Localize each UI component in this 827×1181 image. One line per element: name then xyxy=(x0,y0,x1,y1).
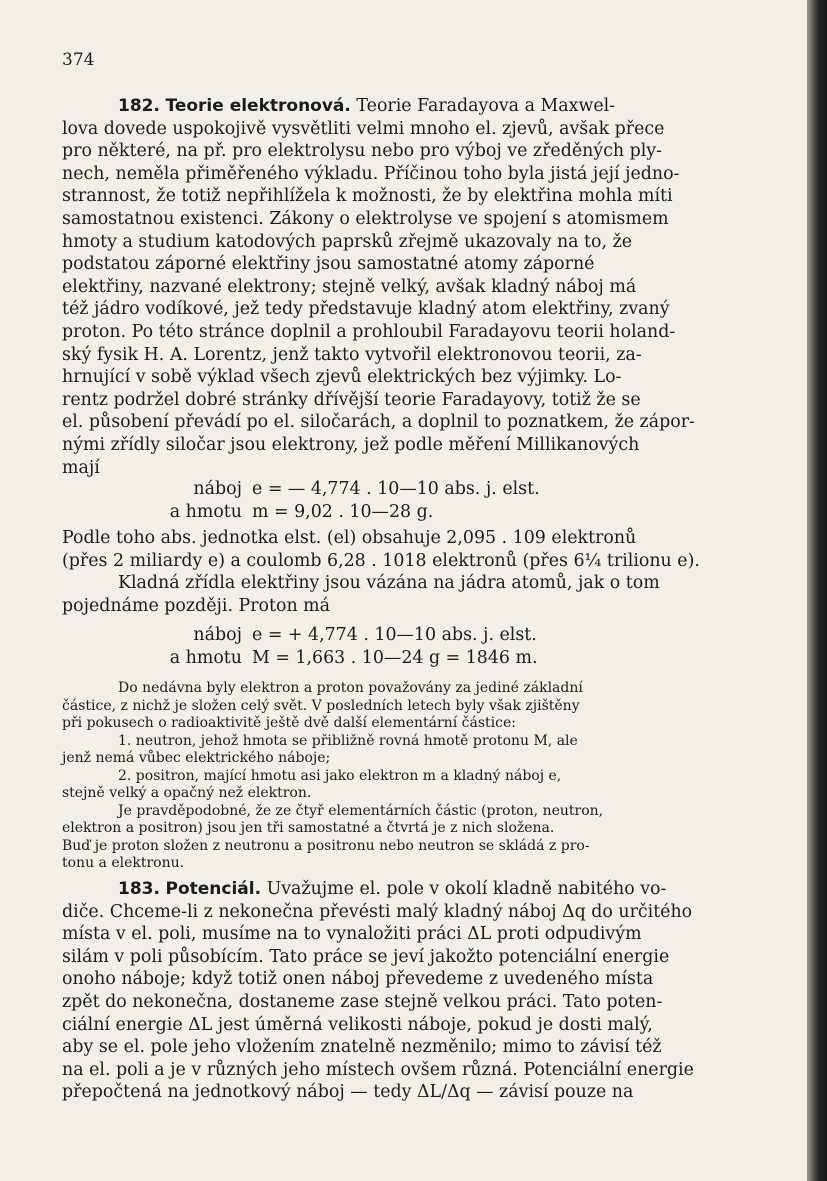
note-line: částice, z nichž je složen celý svět. V posledních letech byly však zjištěny xyxy=(62,697,580,714)
section-182 xyxy=(62,95,716,479)
formula-value: e = + 4,774 . 10—10 abs. j. elst. xyxy=(252,625,537,645)
text-line: Uvažujme el. pole v okolí kladně nabitého vo- xyxy=(266,879,667,899)
text-line: nech, neměla přiměřeného výkladu. Příčinou toho byla jistá její jedno- xyxy=(62,163,680,184)
text-line: elektřiny, nazvané elektrony; stejně velký, avšak kladný náboj má xyxy=(62,276,637,297)
text-line: ský fysik H. A. Lorentz, jenž takto vytvořil elektronovou teorii, za- xyxy=(62,344,642,365)
formula-proton xyxy=(148,624,538,669)
page-number: 374 xyxy=(62,50,95,70)
note-line: elektron a positron) jsou jen tři samostatné a čtvrtá je z nich složena. xyxy=(62,820,555,836)
note-line: 2. positron, mající hmotu asi jako elektron m a kladný náboj e, xyxy=(118,767,562,784)
note-line: Do nedávna byly elektron a proton považovány za jediné základní xyxy=(118,680,583,696)
text-line: silám v poli působícím. Tato práce se jeví jakožto potenciální energie xyxy=(62,946,670,967)
section-182-number: 182. xyxy=(118,96,160,116)
scan-page-edge xyxy=(807,0,827,1181)
text-line: též jádro vodíkové, jež tedy představuje kladný atom elektřiny, zvaný xyxy=(62,299,670,320)
note-line: Je pravděpodobné, že ze čtyř elementárních částic (proton, neutron, xyxy=(118,802,604,819)
formula-label: náboj xyxy=(193,625,242,645)
text-line: (přes 2 miliardy e) a coulomb 6,28 . 1018 elektronů (přes 6¼ trilionu e). xyxy=(62,550,700,571)
formula-label: a hmotu xyxy=(169,501,242,522)
text-line: aby se el. pole jeho vložením znatelně nezměnilo; mimo to závisí též xyxy=(62,1037,662,1058)
text-line: pro některé, na př. pro elektrolysu nebo pro výboj ve zředěných ply- xyxy=(62,141,663,162)
note-line: při pokusech o radioaktivitě ještě dvě další elementární částice: xyxy=(62,715,516,731)
formula-electron xyxy=(148,478,540,523)
text-line: Teorie Faradayova a Maxwel- xyxy=(356,96,616,116)
text-line: hrnující v sobě výklad všech zjevů elektrických bez výjimky. Lo- xyxy=(62,367,622,388)
formula-value: e = — 4,774 . 10—10 abs. j. elst. xyxy=(252,479,540,499)
section-183-title: Potenciál. xyxy=(165,879,262,899)
note-line: 1. neutron, jehož hmota se přibližně rovná hmotě protonu M, ale xyxy=(118,732,578,749)
text-line: přepočtená na jednotkový náboj — tedy ΔL/Δq — závisí pouze na xyxy=(62,1082,634,1103)
text-line: mají xyxy=(62,457,100,478)
text-line: hmoty a studium katodových paprsků zřejmě ukazovaly na to, že xyxy=(62,231,633,252)
section-182-title: Teorie elektronová. xyxy=(165,96,351,116)
note-line: jenž nemá vůbec elektrického náboje; xyxy=(62,750,331,766)
section-183-line-1 xyxy=(62,878,716,901)
note-line: tonu a elektronu. xyxy=(62,855,185,871)
section-182-continued xyxy=(62,527,716,617)
text-line: lova dovede uspokojivě vysvětliti velmi mnoho el. zjevů, avšak přece xyxy=(62,118,665,139)
text-line: zpět do nekonečna, dostaneme zase stejně velkou práci. Tato poten- xyxy=(62,991,663,1012)
section-183-number: 183. xyxy=(118,879,160,899)
small-print-note xyxy=(62,680,716,873)
text-line: rentz podržel dobré stránky dřívější teorie Faradayovy, totiž že se xyxy=(62,389,641,410)
section-183 xyxy=(62,878,716,1104)
formula-label: a hmotu xyxy=(169,647,242,668)
text-line: proton. Po této stránce doplnil a prohloubil Faradayovu teorii holand- xyxy=(62,321,676,342)
text-line: el. působení převádí po el. siločarách, a doplnil to poznatkem, že zápor- xyxy=(62,412,695,433)
text-line: Podle toho abs. jednotka elst. (el) obsahuje 2,095 . 109 elektronů xyxy=(62,528,637,548)
text-line: místa v el. poli, musíme na to vynaložiti práci ΔL proti odpudivým xyxy=(62,924,642,945)
text-line: Kladná zřídla elektřiny jsou vázána na jádra atomů, jak o tom xyxy=(118,573,660,594)
section-182-line-1 xyxy=(62,95,716,118)
text-line: na el. poli a je v různých jeho místech ovšem různá. Potenciální energie xyxy=(62,1059,694,1080)
note-line: stejně velký a opačný než elektron. xyxy=(62,785,312,801)
formula-value: m = 9,02 . 10—28 g. xyxy=(252,501,434,522)
text-line: strannost, že totiž nepřihlížela k možnosti, že by elektřina mohla míti xyxy=(62,186,673,207)
note-line: Buď je proton složen z neutronu a positronu nebo neutron se skládá z pro- xyxy=(62,837,590,854)
text-line: podstatou záporné elektřiny jsou samostatné atomy záporné xyxy=(62,254,595,275)
text-line: onoho náboje; když totiž onen náboj převedeme z uvedeného místa xyxy=(62,969,654,990)
text-line: diče. Chceme-li z nekonečna převésti malý kladný náboj Δq do určitého xyxy=(62,901,693,922)
formula-label: náboj xyxy=(193,479,242,499)
text-line: samostatnou existenci. Zákony o elektrolyse ve spojení s atomismem xyxy=(62,208,669,229)
text-line: ciální energie ΔL jest úměrná velikosti náboje, pokud je dosti malý, xyxy=(62,1014,653,1035)
formula-value: M = 1,663 . 10—24 g = 1846 m. xyxy=(252,647,538,668)
text-line: pojednáme později. Proton má xyxy=(62,595,331,616)
text-line: nými zřídly siločar jsou elektrony, jež podle měření Millikanových xyxy=(62,434,640,455)
